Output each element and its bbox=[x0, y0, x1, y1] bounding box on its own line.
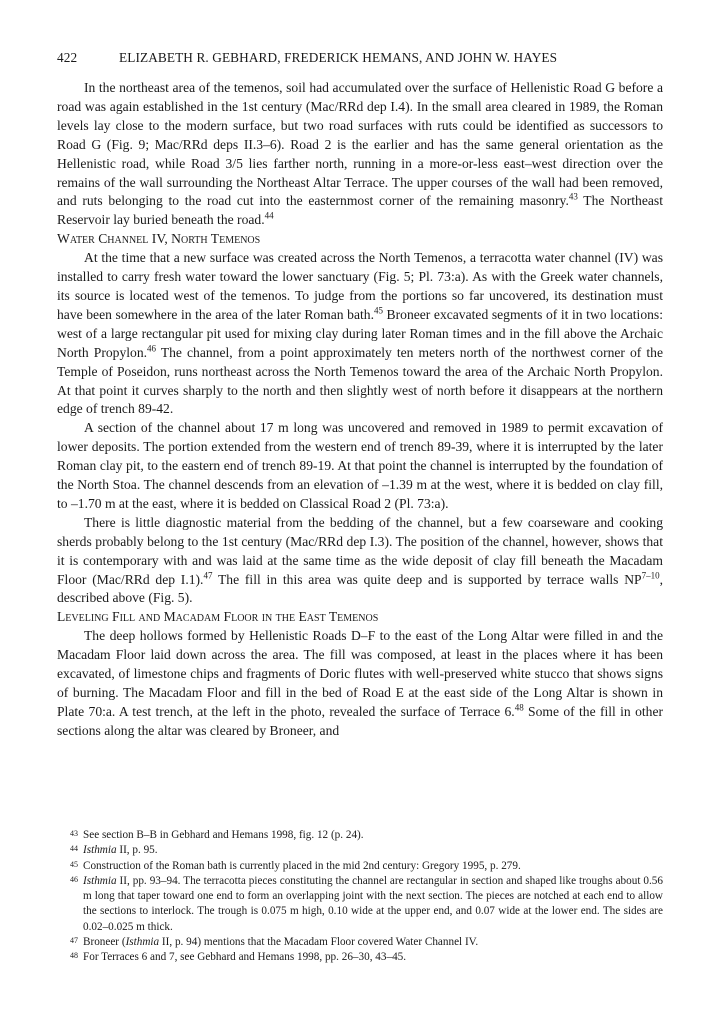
footnote-46: 46 Isthmia II, pp. 93–94. The terracotta pieces constituting the channel are rectangular in section and shaped like troughs about 0.56 m long that taper toward one end to form an overlapping joint with the next section. The pieces are notched at each end to allow the sections to interlock. The trough is 0.075 m high, 0.10 wide at the upper end, and 0.07 wide at the lower end. The sides are 0.02–0.025 m thick. bbox=[70, 874, 663, 933]
footnotes bbox=[57, 828, 663, 966]
footnote-ref-45[interactable]: 45 bbox=[373, 305, 383, 316]
page-header bbox=[57, 48, 663, 68]
footnote-ref-48[interactable]: 48 bbox=[514, 702, 524, 713]
section-heading-water-channel: Water Channel IV, North Temenos bbox=[57, 231, 261, 247]
paragraph-2: At the time that a new surface was created across the North Temenos, a terracotta water channel (IV) was installed to carry fresh water toward the lower sanctuary (Fig. 5; Pl. 73:a). As with the Greek water channels, its source is located west of the temenos. To judge from the portions so far uncovered, its destination must have been somewhere in the area of the later Roman bath.$^{45}$ Broneer excavated segments of it in two locations: west of a large rectangular pit used for mixing clay during later Roman times and in the fill above the Archaic North Propylon.$^{46}$ The channel, from a point approximately ten meters north of the northwest corner of the Temple of Poseidon, runs northeast across the North Temenos toward the area of the Archaic North Propylon. At that point it curves sharply to the north and then slightly west of north before it disappears at the northern edge of trench 89-42. bbox=[57, 250, 663, 417]
footnote-44: 44 Isthmia II, p. 95. bbox=[70, 844, 158, 857]
footnote-45: 45 Construction of the Roman bath is currently placed in the mid 2nd century: Gregory 1995, p. 279. bbox=[70, 859, 521, 872]
page bbox=[57, 48, 663, 741]
footnote-ref-46[interactable]: 46 bbox=[147, 343, 157, 354]
paragraph-1: In the northeast area of the temenos, soil had accumulated over the surface of Hellenistic Road G before a road was again established in the 1st century (Mac/RRd dep I.4). In the small area cleared in 1989, the Roman levels lay close to the modern surface, but two road surfaces with ruts could be identified as successors to Road G (Fig. 9; Mac/RRd deps II.3–6). Road 2 is the earlier and has the same general orientation as the Hellenistic road, while Road 3/5 lies farther north, running in a more-or-less east–west direction over the remains of the wall surrounding the Northeast Altar Terrace. The upper courses of the wall had been removed, and ruts belonging to the road cut into the easternmost corner of the remaining masonry.$^{43}$ The Northeast Reservoir lay buried beneath the road.$^{44}$ bbox=[57, 80, 663, 228]
footnote-48: 48 For Terraces 6 and 7, see Gebhard and Hemans 1998, pp. 26–30, 43–45. bbox=[70, 951, 407, 964]
paragraph-4: There is little diagnostic material from the bedding of the channel, but a few coarseware and cooking sherds probably belong to the 1st century (Mac/RRd dep I.3). The position of the channel, however, shows that it is contemporary with and was laid at the same time as the wide deposit of clay fill beneath the Macadam Floor (Mac/RRd dep I.1).$^{47}$ The fill in this area was quite deep and is supported by terrace walls NP$^{7-10}$, described above (Fig. 5). bbox=[57, 514, 663, 606]
footnote-ref-47[interactable]: 47 bbox=[203, 570, 213, 581]
section-heading-leveling-fill: Leveling Fill and Macadam Floor in the East Temenos bbox=[57, 609, 379, 625]
footnote-ref-44[interactable]: 44 bbox=[264, 210, 274, 221]
footnote-43: 43 See section B–B in Gebhard and Hemans 1998, fig. 12 (p. 24). bbox=[70, 829, 364, 841]
page-number: 422 bbox=[57, 50, 78, 65]
running-head: ELIZABETH R. GEBHARD, FREDERICK HEMANS, AND JOHN W. HAYES bbox=[119, 50, 558, 65]
paragraph-3: A section of the channel about 17 m long was uncovered and removed in 1989 to permit excavation of lower deposits. The portion extended from the western end of trench 89-39, where it is interrupted by the later Roman clay pit, to the eastern end of trench 89-19. At that point the channel is interrupted by the foundation of the North Stoa. The channel descends from an elevation of –1.39 m at the west, where it is bedded on clay fill, to –1.70 m at the east, where it is bedded on Classical Road 2 (Pl. 73:a). bbox=[57, 420, 663, 511]
footnote-47: 47 Broneer (Isthmia II, p. 94) mentions that the Macadam Floor covered Water Channel IV. bbox=[70, 936, 479, 949]
body-text bbox=[57, 79, 663, 741]
footnote-ref-43[interactable]: 43 bbox=[568, 191, 578, 202]
superscript-wall-range: 7–10 bbox=[641, 570, 660, 581]
paragraph-5: The deep hollows formed by Hellenistic Roads D–F to the east of the Long Altar were filled in and the Macadam Floor laid down across the area. The fill was composed, at least in the places where it has been excavated, of limestone chips and fragments of Doric flutes with well-preserved white stucco that shows signs of burning. The Macadam Floor and fill in the bed of Road E at the east side of the Long Altar is shown in Plate 70:a. A test trench, at the left in the photo, revealed the surface of Terrace 6.48 Some of the fill in other sections along the altar was cleared by Broneer, and bbox=[57, 628, 663, 738]
